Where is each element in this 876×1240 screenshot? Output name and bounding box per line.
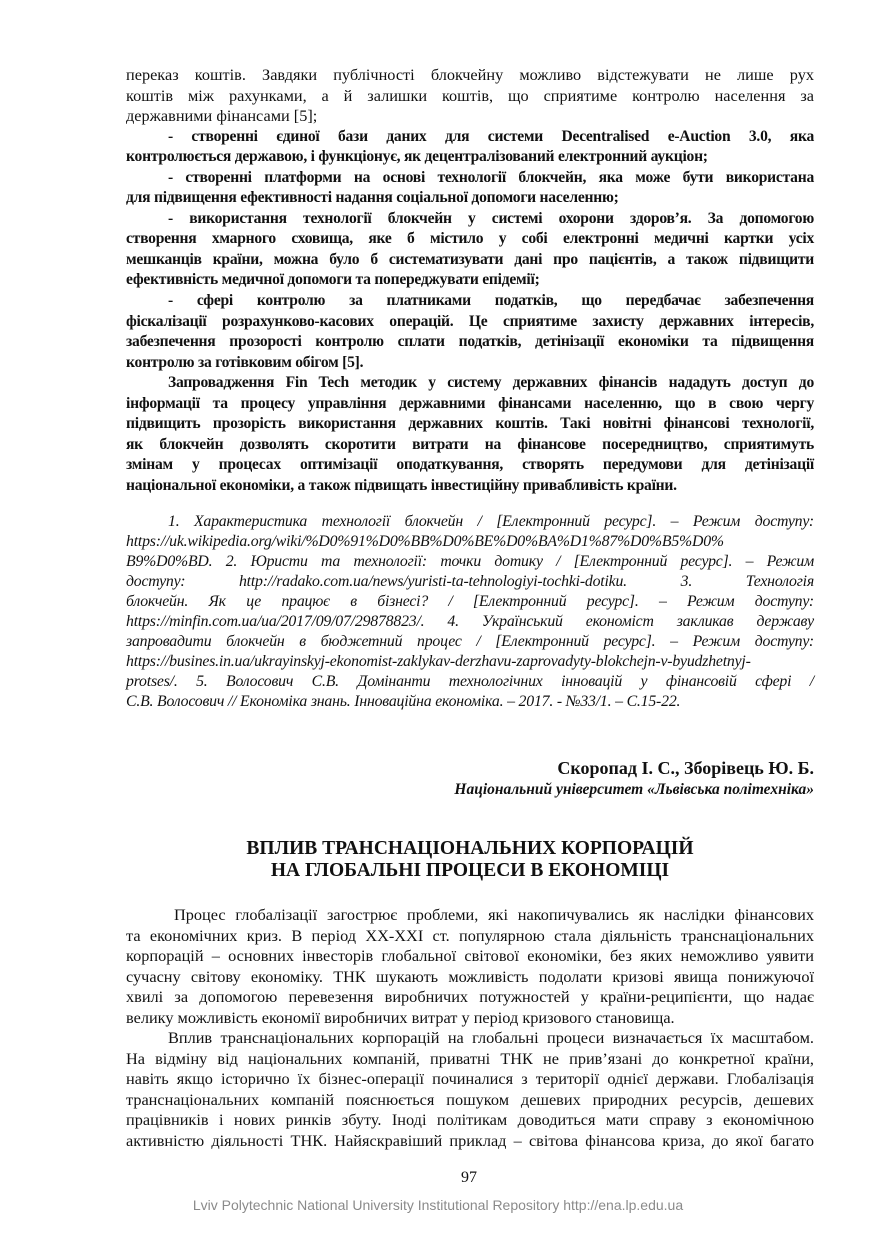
- text-line: контролюється державою, і функціонує, як децентралізований електронний аукціон;: [126, 148, 708, 166]
- text-line: запровадити блокчейн в бюджетний процес / [Електронний ресурс]. – Режим доступу:: [126, 633, 814, 650]
- text-line: https://minfin.com.ua/ua/2017/09/07/29878823/. 4. Український економіст закликав державу: [126, 613, 814, 630]
- text-line: мешканців країни, можна було б систематизувати дані про пацієнтів, а також підвищити: [126, 250, 814, 268]
- text-line: На відміну від національних компаній, приватні ТНК не прив’язані до конкретної країни,: [126, 1048, 814, 1068]
- text-line: контролю за готівковим обігом [5].: [126, 353, 364, 371]
- text-line: Процес глобалізації загострює проблеми, які накопичувались як наслідки фінансових: [174, 905, 814, 924]
- text-line: забезпечення прозорості контролю сплати податків, детінізації економіки та підвищення: [126, 333, 814, 351]
- text-line: працівників і нових ринків збуту. Іноді політикам доводиться мати справу з економічною: [126, 1110, 814, 1130]
- text-line: protses/. 5. Волосович С.В. Домінанти технологічних інновацій у фінансовій сфері /: [126, 673, 814, 690]
- text-line: змінам у процесах оптимізації оподаткування, створять передумови для детінізації: [126, 456, 814, 474]
- fintech-paragraph: [126, 373, 814, 496]
- text-line: державними фінансами [5];: [126, 106, 318, 126]
- text-line: доступу: http://radako.com.ua/news/yuristi-ta-tehnologiyi-tochki-dotiku. 3. Технологія: [126, 573, 814, 590]
- article-institution: Національний університет «Львівська політехніка»: [454, 781, 814, 798]
- upper-text-flow: [126, 65, 814, 496]
- article-title: [126, 838, 814, 882]
- bullet-item: [126, 168, 814, 209]
- article-authors: Скоропад І. С., Зборівець Ю. Б.: [557, 758, 814, 778]
- text-line: ефективність медичної допомоги та попереджувати епідемії;: [126, 271, 540, 289]
- text-line: для підвищення ефективності надання соціальної допомоги населенню;: [126, 189, 619, 207]
- article-title-line: НА ГЛОБАЛЬНІ ПРОЦЕСИ В ЕКОНОМІЦІ: [270, 860, 670, 881]
- text-line: національної економіки, а також підвищать інвестиційну привабливість країни.: [126, 476, 677, 494]
- article-title-line: ВПЛИВ ТРАНСНАЦІОНАЛЬНИХ КОРПОРАЦІЙ: [246, 838, 694, 859]
- text-line: створення хмарного сховища, яке б містило у собі електронні медичні картки усіх: [126, 230, 814, 248]
- intro-paragraph: [126, 65, 814, 127]
- text-line: переказ коштів. Завдяки публічності блокчейну можливо відстежувати не лише рух: [126, 65, 814, 84]
- text-line: - використання технології блокчейн у системі охорони здоров’я. За допомогою: [168, 209, 814, 227]
- text-line: транснаціональних компаній пояснюється пошуком дешевих природних ресурсів, дешевих: [126, 1089, 814, 1109]
- text-line: коштів між рахунками, а й залишки коштів, що сприятиме контролю населення за: [126, 85, 814, 105]
- text-line: С.В. Волосович // Економіка знань. Інноваційна економіка. – 2017. - №33/1. – С.15-22.: [126, 693, 681, 710]
- text-line: активністю діяльності ТНК. Найяскравіший приклад – світова фінансова криза, до якої багато: [126, 1131, 814, 1151]
- text-line: підвищить прозорість використання державних коштів. Такі новітні фінансові технології,: [126, 415, 814, 433]
- text-line: - сфері контролю за платниками податків, що передбачає забезпечення: [168, 292, 814, 310]
- text-line: 1. Характеристика технології блокчейн / [Електронний ресурс]. – Режим доступу:: [168, 513, 814, 530]
- text-line: блокчейн. Як це працює в бізнесі? / [Електронний ресурс]. – Режим доступу:: [126, 593, 814, 610]
- text-line: інформації та процесу управління державними фінансами населенню, що в свою чергу: [126, 394, 814, 412]
- text-line: хвилі за допомогою перевезення виробничих потужностей у країни-реципієнти, що надає: [126, 987, 814, 1007]
- bullet-item: [126, 127, 814, 168]
- text-line: навіть якщо історично їх бізнес-операції починалися з території однієї держави. Глобалізація: [126, 1069, 814, 1089]
- article-body: [126, 905, 814, 1152]
- text-line: як блокчейн дозволять скоротити витрати на фінансове посередництво, сприятимуть: [126, 435, 814, 453]
- repository-footer: Lviv Polytechnic National University Institutional Repository http://ena.lp.edu.ua: [192, 1197, 684, 1213]
- text-line: фіскалізації розрахунково-касових операцій. Це сприятиме захисту державних інтересів,: [126, 312, 814, 330]
- text-line: Вплив транснаціональних корпорацій на глобальні процеси визначається їх масштабом.: [168, 1028, 814, 1048]
- article-paragraph-1: [126, 905, 814, 1028]
- bullet-item: [126, 291, 814, 373]
- text-line: - створенні платформи на основі технології блокчейн, яка може бути використана: [168, 168, 814, 186]
- text-line: - створенні єдиної бази даних для системи Decentralised e-Auction 3.0, яка: [168, 127, 814, 145]
- text-line: велику можливість економії виробничих витрат у період кризового становища.: [126, 1007, 675, 1027]
- text-line: корпорацій – основних інвесторів глобальної світової економіки, без яких неможливо уявити: [126, 946, 814, 966]
- text-line: https://uk.wikipedia.org/wiki/%D0%91%D0%BB%D0%BE%D0%BA%D1%87%D0%B5%D0%: [126, 533, 724, 550]
- bullet-list: [126, 127, 814, 374]
- text-line: Запровадження Fin Tech методик у систему державних фінансів нададуть доступ до: [168, 374, 814, 392]
- references: [126, 512, 814, 712]
- article-paragraph-2: [126, 1028, 814, 1151]
- bullet-item: [126, 209, 814, 291]
- text-line: та економічних криз. В період XX-XXI ст. популярною стала діяльність транснаціональних: [126, 925, 814, 945]
- text-line: https://busines.in.ua/ukrayinskyj-ekonomist-zaklykav-derzhavu-zaprovadyty-blokchejn-v-byudzhetnyj-: [126, 653, 751, 670]
- page-number: 97: [461, 1169, 477, 1186]
- text-line: сучасну світову економіку. ТНК шукають можливість подолати кризові явища понижуючої: [126, 966, 814, 986]
- text-line: B9%D0%BD. 2. Юристи та технології: точки дотику / [Електронний ресурс]. – Режим: [126, 553, 814, 570]
